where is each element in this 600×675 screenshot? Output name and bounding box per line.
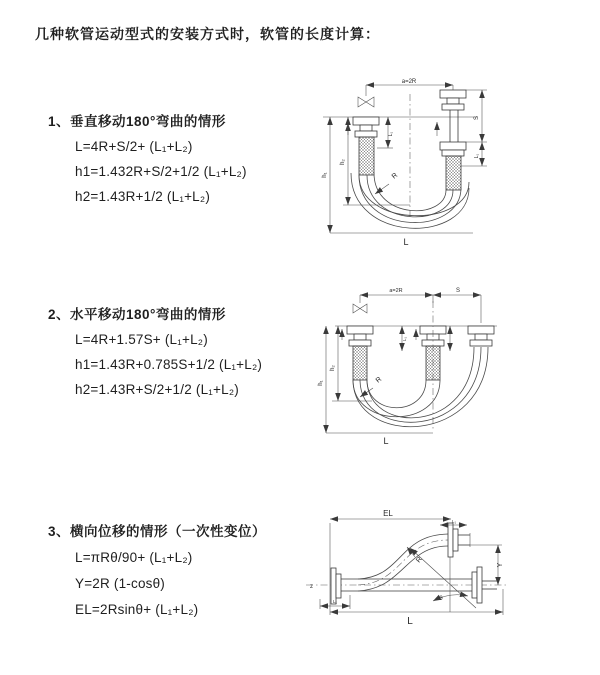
diagram-vertical-u-bend	[315, 78, 500, 250]
section-2-heading: 2、水平移动180°弯曲的情形	[48, 307, 226, 322]
valve-icon	[358, 97, 374, 107]
d2-dim-h1: h₁	[318, 380, 324, 386]
formula-line: h1=1.432R+S/2+1/2 (L₁+L₂)	[75, 164, 247, 179]
d1-radius-label: R	[390, 171, 400, 181]
d1-dim-l: L	[403, 237, 409, 247]
section-1	[48, 109, 247, 209]
d3-dim-l: L	[407, 616, 413, 627]
d1-dim-l1-right: L₁	[474, 153, 480, 159]
d2-dim-h2: h₂	[330, 365, 336, 371]
d1-dim-h1: h₁	[322, 172, 328, 178]
d1-dim-l1-flange: L₁	[388, 131, 394, 137]
d3-dim-l1-left: L₁	[332, 599, 338, 604]
section-1-heading: 1、垂直移动180°弯曲的情形	[48, 114, 226, 129]
d3-dim-el: EL	[383, 509, 393, 518]
d3-dim-l1-top: L₁	[451, 519, 457, 524]
formula-line: L=4R+1.57S+ (L₁+L₂)	[75, 332, 208, 347]
formula-line: Y=2R (1-cosθ)	[75, 576, 166, 591]
formula-line: EL=2Rsinθ+ (L₁+L₂)	[75, 602, 199, 617]
d3-axis-mark: z	[310, 584, 313, 590]
d3-angle-theta: θ	[439, 596, 443, 602]
section-3	[48, 519, 266, 623]
d1-dim-h2: h₂	[340, 159, 346, 165]
d2-radius-label: R	[374, 375, 384, 385]
formula-line: L=4R+S/2+ (L₁+L₂)	[75, 139, 193, 154]
section-3-heading: 3、横向位移的情形（一次性变位）	[48, 524, 267, 539]
diagram-lateral-displacement	[298, 503, 583, 645]
d2-dim-l1: L₁	[402, 336, 407, 342]
page-title: 几种软管运动型式的安装方式时，软管的长度计算：	[35, 26, 380, 42]
braided-hose-section	[446, 156, 461, 190]
formula-line: h1=1.43R+0.785S+1/2 (L₁+L₂)	[75, 357, 263, 372]
braided-hose-section	[359, 137, 374, 175]
d2-dim-s: S	[455, 288, 461, 294]
formula-line: h2=1.43R+S/2+1/2 (L₁+L₂)	[75, 382, 239, 397]
d2-dim-a2r: a=2R	[389, 288, 403, 294]
valve-icon	[353, 304, 367, 313]
d1-dim-a2r: a=2R	[401, 79, 417, 85]
d1-dim-s: S	[474, 115, 480, 121]
formula-line: h2=1.43R+1/2 (L₁+L₂)	[75, 189, 211, 204]
diagram-horizontal-u-bend	[312, 283, 512, 455]
formula-line: L=πRθ/90+ (L₁+L₂)	[75, 550, 193, 565]
section-2	[48, 302, 262, 402]
d3-dim-y: Y	[497, 562, 504, 568]
braided-hose-section	[353, 346, 367, 380]
d3-radius-label: R	[415, 555, 424, 565]
d2-dim-l: L	[383, 436, 389, 446]
